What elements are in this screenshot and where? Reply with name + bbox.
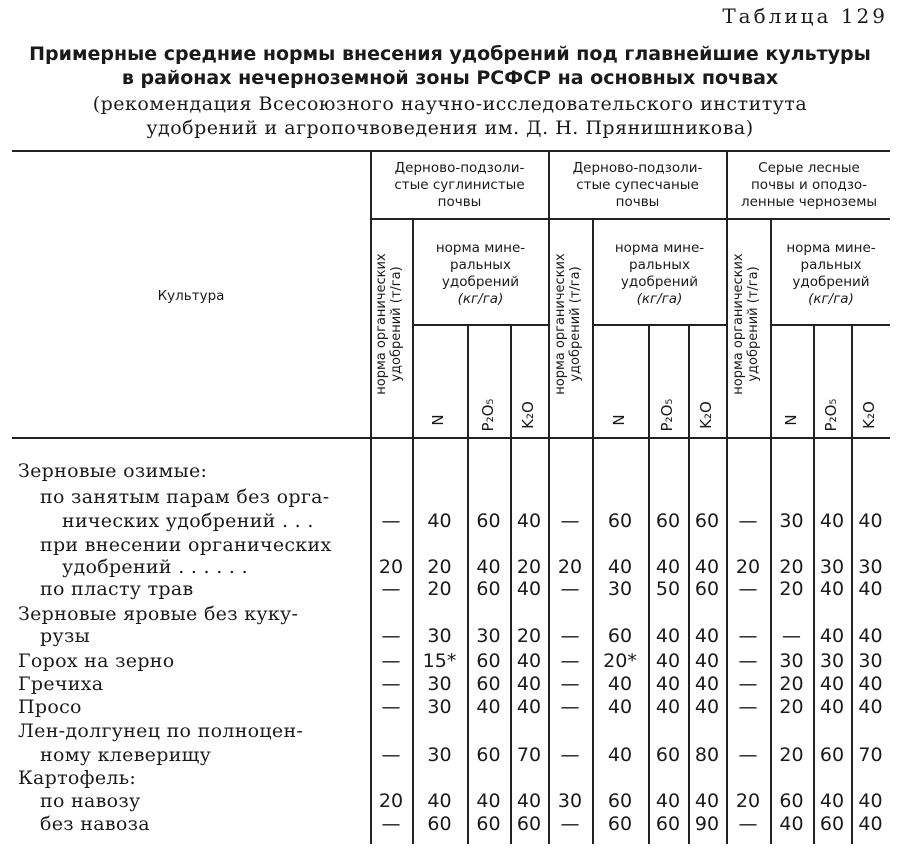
table-cell: — (560, 673, 580, 695)
table-cell: — (381, 650, 401, 672)
table-cell: — (560, 813, 580, 835)
row-label: рузы (40, 625, 91, 647)
header-n: N (610, 414, 628, 426)
table-cell: 30 (607, 578, 633, 600)
table-cell: 50 (655, 578, 681, 600)
table-cell: — (560, 510, 580, 532)
table-cell: 40 (858, 813, 883, 835)
table-cell: 60 (476, 744, 501, 766)
table-title-line2: в районах нечерноземной зоны РСФСР на основных почвах (121, 67, 779, 89)
organic-line: удобрений (т/га) (568, 266, 583, 382)
soil-line: Дерново-подзоли- (572, 160, 703, 176)
table-cell: 40 (607, 673, 633, 695)
table-cell: — (560, 578, 580, 600)
row-label: Просо (18, 696, 82, 718)
header-mineral (771, 240, 891, 308)
table-cell: 60 (779, 790, 804, 812)
table-cell: 20 (779, 556, 804, 578)
table-subtitle-line2: удобрений и агропочвоведения им. Д. Н. Прянишникова) (146, 117, 754, 139)
header-p2o5: P₂O₅ (658, 398, 676, 432)
table-cell: 30 (819, 556, 845, 578)
header-k2o: K₂O (697, 401, 715, 429)
soil-group-rule (370, 218, 890, 220)
col-divider (370, 151, 372, 844)
table-cell: 30 (427, 744, 452, 766)
organic-line: норма органических (731, 253, 746, 395)
table-cell: 40 (516, 696, 542, 718)
row-label: Картофель: (18, 767, 137, 789)
header-organic (374, 216, 408, 432)
header-k2o: K₂O (860, 401, 878, 429)
table-cell: — (738, 813, 758, 835)
header-mineral (413, 240, 548, 308)
table-cell: 20 (779, 744, 804, 766)
table-cell: 40 (694, 625, 720, 647)
table-cell: 40 (476, 696, 501, 718)
table-cell: 60 (655, 510, 681, 532)
table-cell: 60 (655, 744, 681, 766)
table-cell: 15* (422, 650, 457, 672)
row-label: Гречиха (18, 673, 104, 695)
table-cell: — (738, 673, 758, 695)
table-cell: 30 (858, 650, 883, 672)
mineral-line: норма мине- (435, 240, 526, 256)
table-cell: 40 (694, 650, 720, 672)
table-cell: 30 (819, 650, 845, 672)
table-cell: — (782, 625, 801, 647)
header-n: N (429, 414, 447, 426)
table-cell: 30 (427, 625, 452, 647)
table-cell: 40 (858, 510, 883, 532)
mineral-line: норма мине- (786, 240, 876, 256)
table-cell: 40 (607, 744, 633, 766)
row-label: по занятым парам без орга- (40, 486, 330, 508)
table-cell: — (381, 625, 401, 647)
mineral-line: (кг/га) (808, 291, 854, 307)
table-cell: 70 (516, 744, 542, 766)
soil-line: ленные черноземы (740, 194, 878, 210)
table-cell: 90 (694, 813, 720, 835)
table-cell: — (738, 744, 758, 766)
mineral-line: удобрений (620, 274, 699, 290)
row-label: удобрений . . . . . . (62, 556, 248, 578)
table-cell: — (738, 625, 758, 647)
mineral-line: (кг/га) (636, 291, 683, 307)
mineral-rule-3 (770, 324, 890, 326)
mineral-line: (кг/га) (457, 291, 504, 307)
organic-line: норма органических (553, 253, 568, 395)
table-cell: 20 (378, 556, 404, 578)
table-cell: 20 (557, 556, 583, 578)
col-divider (726, 151, 728, 844)
table-cell: 40 (476, 790, 501, 812)
soil-line: стые суглинистые (394, 177, 525, 193)
table-number: Таблица 129 (722, 4, 888, 28)
table-cell: 40 (655, 650, 681, 672)
organic-line: удобрений (т/га) (746, 266, 761, 382)
top-rule (12, 150, 890, 152)
table-cell: 40 (427, 510, 452, 532)
table-cell: 30 (557, 790, 583, 812)
table-cell: 30 (427, 673, 452, 695)
table-cell: 30 (858, 556, 883, 578)
table-cell: 20 (516, 625, 542, 647)
table-cell: 40 (694, 696, 720, 718)
table-cell: 60 (476, 813, 501, 835)
table-title: Примерные средние нормы внесения удобрений под главнейшие культуры (29, 43, 871, 65)
table-cell: 40 (858, 625, 883, 647)
table-cell: 40 (694, 556, 720, 578)
mineral-line: удобрений (441, 274, 520, 290)
soil-line: Серые лесные (758, 160, 860, 176)
table-cell: 20 (779, 673, 804, 695)
table-cell: 60 (819, 813, 845, 835)
table-cell: 40 (655, 673, 681, 695)
table-cell: 70 (858, 744, 883, 766)
table-cell: 30 (476, 625, 501, 647)
table-cell: 20 (735, 790, 761, 812)
soil-line: почвы (615, 194, 660, 210)
table-cell: 20 (427, 578, 452, 600)
header-p2o5: P₂O₅ (479, 398, 497, 432)
table-cell: — (560, 625, 580, 647)
table-cell: — (381, 696, 401, 718)
table-subtitle: (рекомендация Всесоюзного научно-исследовательского института (92, 93, 808, 115)
soil-line: стые супесчаные (576, 177, 699, 193)
table-cell: 40 (858, 790, 883, 812)
table-cell: 40 (655, 625, 681, 647)
table-cell: 60 (427, 813, 452, 835)
row-label: по навозу (40, 790, 141, 812)
organic-line: норма органических (374, 253, 389, 395)
header-soil-group (371, 160, 548, 211)
row-label: нических удобрений . . . (62, 510, 314, 532)
table-cell: 40 (694, 790, 720, 812)
table-cell: 40 (655, 790, 681, 812)
table-cell: — (738, 650, 758, 672)
table-cell: 40 (819, 625, 845, 647)
organic-line: удобрений (т/га) (389, 266, 404, 382)
table-cell: 20 (427, 556, 452, 578)
row-label: Горох на зерно (18, 650, 175, 672)
table-cell: — (381, 744, 401, 766)
header-soil-group (549, 160, 726, 211)
table-cell: 20* (603, 650, 637, 672)
header-organic (731, 216, 765, 432)
row-label: Зерновые яровые без куку- (18, 603, 299, 625)
mineral-line: ральных (629, 257, 690, 273)
table-cell: — (381, 578, 401, 600)
table-cell: 60 (516, 813, 542, 835)
header-crop: Культура (157, 288, 225, 304)
table-cell: 40 (858, 578, 883, 600)
table-cell: 40 (476, 556, 501, 578)
header-organic (553, 216, 587, 432)
header-n: N (782, 414, 800, 426)
table-cell: 60 (694, 578, 720, 600)
header-bottom-rule (12, 437, 890, 439)
table-cell: 60 (607, 625, 633, 647)
soil-line: почвы (437, 194, 482, 210)
table-cell: 20 (779, 696, 804, 718)
table-cell: 40 (694, 673, 720, 695)
row-label: Лен-долгунец по полноцен- (18, 720, 304, 742)
row-label: ному клеверищу (40, 744, 212, 766)
table-cell: — (738, 578, 758, 600)
table-cell: — (560, 650, 580, 672)
table-cell: 40 (516, 510, 542, 532)
table-cell: 60 (655, 813, 681, 835)
mineral-line: ральных (800, 257, 862, 273)
table-cell: 30 (427, 696, 452, 718)
table-cell: 40 (516, 790, 542, 812)
mineral-line: норма мине- (614, 240, 705, 256)
table-cell: 40 (819, 673, 845, 695)
table-cell: 40 (655, 556, 681, 578)
table-cell: 40 (427, 790, 452, 812)
table-cell: 60 (476, 510, 501, 532)
table-cell: 20 (735, 556, 761, 578)
table-cell: 40 (516, 650, 542, 672)
mineral-rule-1 (412, 324, 548, 326)
table-cell: — (381, 813, 401, 835)
table-cell: 40 (819, 790, 845, 812)
table-cell: 40 (858, 673, 883, 695)
row-label: по пласту трав (40, 578, 194, 600)
table-cell: 20 (516, 556, 542, 578)
table-cell: 30 (779, 510, 804, 532)
table-cell: — (381, 673, 401, 695)
row-label: без навоза (40, 813, 150, 835)
table-cell: — (738, 696, 758, 718)
row-label: при внесении органических (40, 534, 332, 556)
table-cell: 40 (607, 556, 633, 578)
mineral-line: ральных (450, 257, 511, 273)
header-p2o5: P₂O₅ (822, 398, 840, 432)
table-cell: 60 (607, 813, 633, 835)
table-cell: 40 (779, 813, 804, 835)
table-cell: 60 (607, 790, 633, 812)
table-cell: 30 (779, 650, 804, 672)
table-cell: 60 (607, 510, 633, 532)
table-cell: 60 (694, 510, 720, 532)
table-cell: 20 (378, 790, 404, 812)
table-cell: 40 (516, 673, 542, 695)
row-label: Зерновые озимые: (18, 460, 208, 482)
table-cell: 20 (779, 578, 804, 600)
table-cell: 60 (476, 578, 501, 600)
table-cell: 40 (655, 696, 681, 718)
header-soil-group (727, 160, 891, 211)
soil-line: Дерново-подзоли- (394, 160, 525, 176)
table-cell: 40 (819, 578, 845, 600)
mineral-rule-2 (592, 324, 726, 326)
table-cell: 60 (819, 744, 845, 766)
col-divider (548, 151, 550, 844)
table-cell: — (560, 696, 580, 718)
mineral-line: удобрений (792, 274, 870, 290)
table-cell: 40 (516, 578, 542, 600)
soil-line: почвы и оподзо- (750, 177, 868, 193)
table-cell: 40 (858, 696, 883, 718)
table-cell: 40 (819, 510, 845, 532)
table-cell: — (738, 510, 758, 532)
table-cell: — (381, 510, 401, 532)
table-cell: 80 (694, 744, 720, 766)
header-mineral (593, 240, 726, 308)
table-cell: — (560, 744, 580, 766)
table-cell: 60 (476, 673, 501, 695)
table-cell: 60 (476, 650, 501, 672)
table-cell: 40 (819, 696, 845, 718)
header-k2o: K₂O (519, 401, 537, 429)
table-cell: 40 (607, 696, 633, 718)
